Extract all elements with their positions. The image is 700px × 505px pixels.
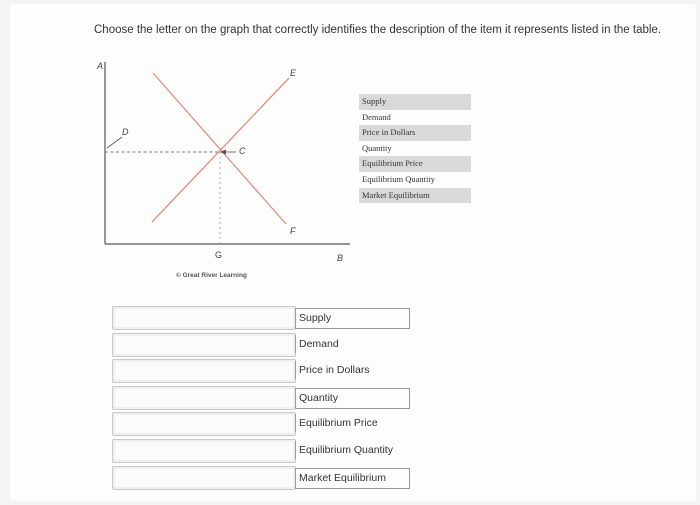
answer-input-equilibrium-quantity[interactable] bbox=[112, 439, 296, 463]
graph-label-e: E bbox=[290, 68, 297, 78]
table-row: Equilibrium Quantity bbox=[362, 173, 435, 184]
answer-label-equilibrium-quantity: Equilibrium Quantity bbox=[295, 441, 409, 459]
graph-label-a: A bbox=[97, 61, 104, 71]
answer-label-market-equilibrium: Market Equilibrium bbox=[295, 468, 410, 489]
graph-credit: © Great River Learning bbox=[176, 272, 247, 279]
graph-label-b: B bbox=[337, 253, 344, 263]
graph-label-f: F bbox=[290, 226, 296, 236]
table-row: Quantity bbox=[362, 142, 392, 153]
table-row: Price in Dollars bbox=[359, 125, 471, 141]
question-prompt: Choose the letter on the graph that correctly identifies the description of the item it represents listed in the table. bbox=[94, 24, 662, 36]
curve-d-to-f bbox=[153, 73, 286, 224]
answer-label-supply: Supply bbox=[295, 308, 410, 329]
table-row: Market Equilibrium bbox=[359, 188, 471, 204]
answer-label-quantity: Quantity bbox=[295, 388, 410, 409]
pointer-d bbox=[107, 137, 122, 148]
answer-label-price: Price in Dollars bbox=[295, 361, 409, 379]
table-row: Equilibrium Price bbox=[359, 156, 471, 172]
answer-input-equilibrium-price[interactable] bbox=[112, 412, 296, 436]
answer-label-equilibrium-price: Equilibrium Price bbox=[295, 414, 409, 432]
graph-label-d: D bbox=[122, 127, 129, 137]
answer-input-market-equilibrium[interactable] bbox=[112, 466, 296, 490]
reference-table bbox=[359, 94, 471, 203]
answer-input-price[interactable] bbox=[112, 359, 296, 383]
answer-input-supply[interactable] bbox=[112, 306, 296, 330]
graph-label-c: C bbox=[239, 146, 246, 156]
answer-label-demand: Demand bbox=[295, 335, 409, 353]
graph-label-g: G bbox=[215, 250, 223, 260]
table-row: Supply bbox=[359, 94, 471, 110]
answer-input-demand[interactable] bbox=[112, 333, 296, 357]
answer-input-quantity[interactable] bbox=[112, 386, 296, 410]
table-row: Demand bbox=[362, 111, 391, 122]
